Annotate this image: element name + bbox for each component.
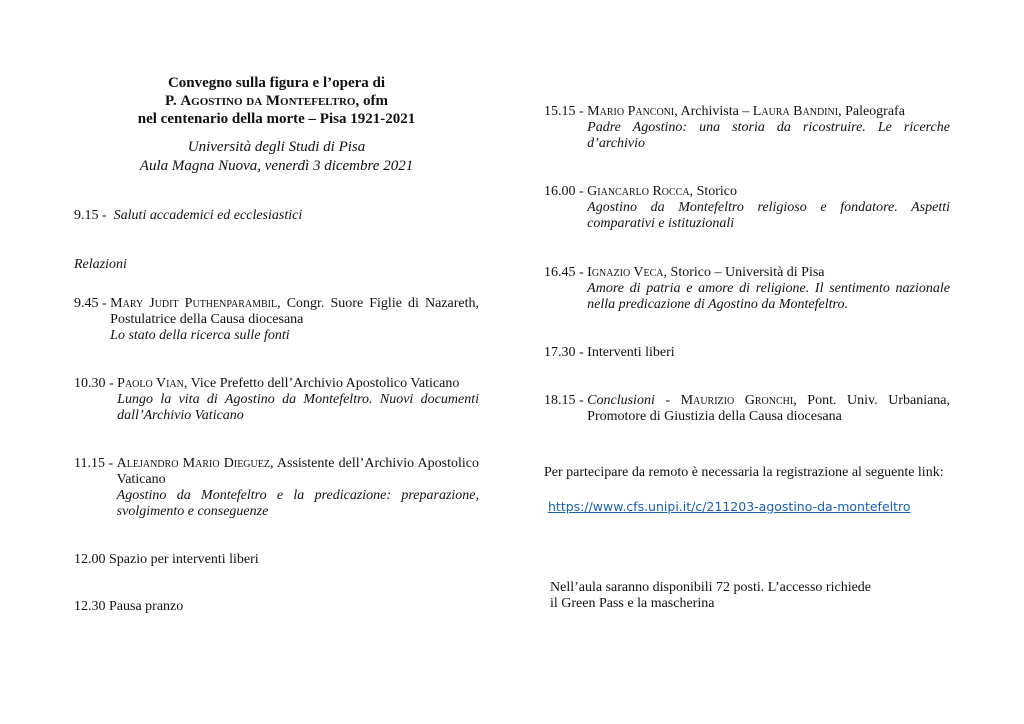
entry-time: 16.00 - (544, 184, 588, 199)
talk-title: Amore di patria e amore di religione. Il sentimento nazionale nella predicazione di Agostino da Montefeltro. (587, 281, 950, 312)
speaker-role: , Storico (689, 184, 738, 199)
speaker-name: Ignazio Veca (587, 265, 664, 280)
program-entry-1600 (544, 184, 950, 232)
entry-time: 11.15 - (74, 456, 117, 471)
program-entry-1515 (544, 104, 950, 152)
speaker-name: Alejandro Mario Dieguez (116, 456, 270, 471)
speaker-role: , Vice Prefetto dell’Archivio Apostolico Vaticano (183, 376, 460, 391)
remote-participation-note: Per partecipare da remoto è necessaria la registrazione al seguente link: (544, 465, 944, 480)
registration-link[interactable]: https://www.cfs.unipi.it/c/211203-agostino-da-montefeltro (548, 499, 911, 514)
entry-body (117, 456, 479, 520)
program-entry-1230: 12.30 Pausa pranzo (74, 599, 184, 614)
entry-body (117, 376, 479, 424)
speaker-name: Maurizio Gronchi (680, 393, 794, 408)
access-note-line-1: Nell’aula saranno disponibili 72 posti. L’accesso richiede (550, 580, 872, 595)
entry-body (587, 265, 950, 313)
program-entry-1645 (544, 265, 950, 313)
entry-body (587, 104, 950, 152)
entry-time: 15.15 - (544, 104, 588, 119)
speaker-role: , Storico – Università di Pisa (663, 265, 825, 280)
speaker-name-2: Laura Bandini (752, 104, 839, 119)
title-prefix: P. (165, 93, 181, 109)
registration-link-row (544, 499, 950, 516)
speaker-role: , Congr. Suore Figlie di Nazareth, Postulatrice della Causa diocesana (110, 296, 479, 327)
program-entry-1730: 17.30 - Interventi liberi (544, 345, 675, 360)
section-relazioni: Relazioni (74, 257, 127, 272)
title-name: Agostino da Montefeltro (180, 93, 356, 109)
venue-line-1: Università degli Studi di Pisa (187, 139, 366, 155)
program-entry-1200: 12.00 Spazio per interventi liberi (74, 552, 259, 567)
entry-body (587, 184, 950, 232)
speaker-name: Mario Panconi (587, 104, 675, 119)
entry-body (110, 296, 479, 344)
program-entry-1030 (74, 376, 479, 424)
entry-title: Saluti accademici ed ecclesiastici (113, 208, 303, 223)
talk-title: Agostino da Montefeltro e la predicazione: preparazione, svolgimento e conseguenze (116, 488, 479, 519)
talk-title: Agostino da Montefeltro religioso e fondatore. Aspetti comparativi e istituzionali (587, 200, 950, 231)
separator: - (654, 393, 681, 408)
entry-body (587, 393, 950, 425)
speaker-role: , Assistente dell’Archivio Apostolico Vaticano (116, 456, 479, 487)
entry-time: 9.15 - (74, 208, 114, 223)
speaker-role: , Archivista – (674, 104, 753, 119)
speaker-name: Mary Judit Puthenparambil (110, 296, 278, 311)
conference-title (74, 74, 479, 128)
venue-access-note (544, 580, 950, 612)
venue-line-2: Aula Magna Nuova, venerdì 3 dicembre 2021 (139, 158, 414, 174)
entry-time: 10.30 - (74, 376, 118, 391)
talk-title: Lungo la vita di Agostino da Montefeltro. Nuovi documenti dall’Archivio Vaticano (117, 392, 479, 423)
left-column (74, 74, 479, 615)
program-entry-saluti (74, 208, 479, 224)
right-column (544, 104, 950, 612)
entry-time: 18.15 - (544, 393, 588, 408)
entry-time: 9.45 - (74, 296, 111, 311)
program-entry-945 (74, 296, 479, 344)
title-suffix: , ofm (355, 93, 388, 109)
speaker-role-2: , Paleografa (838, 104, 905, 119)
talk-title: Lo stato della ricerca sulle fonti (110, 328, 290, 343)
title-line-1: Convegno sulla figura e l’opera di (167, 75, 386, 91)
program-entry-1815 (544, 393, 950, 425)
speaker-name: Giancarlo Rocca (587, 184, 690, 199)
speaker-role: , Pont. Univ. Urbaniana, Promotore di Giustizia della Causa diocesana (587, 393, 951, 424)
title-line-3: nel centenario della morte – Pisa 1921-2021 (137, 111, 416, 127)
title-line-2 (74, 92, 479, 110)
program-entry-1115 (74, 456, 479, 520)
talk-title: Padre Agostino: una storia da ricostruire. Le ricerche d’archivio (587, 120, 950, 151)
venue (74, 138, 479, 176)
conclusions-label: Conclusioni (587, 393, 655, 408)
access-note-line-2: il Green Pass e la mascherina (550, 596, 715, 611)
speaker-name: Paolo Vian (117, 376, 184, 391)
entry-time: 16.45 - (544, 265, 588, 280)
